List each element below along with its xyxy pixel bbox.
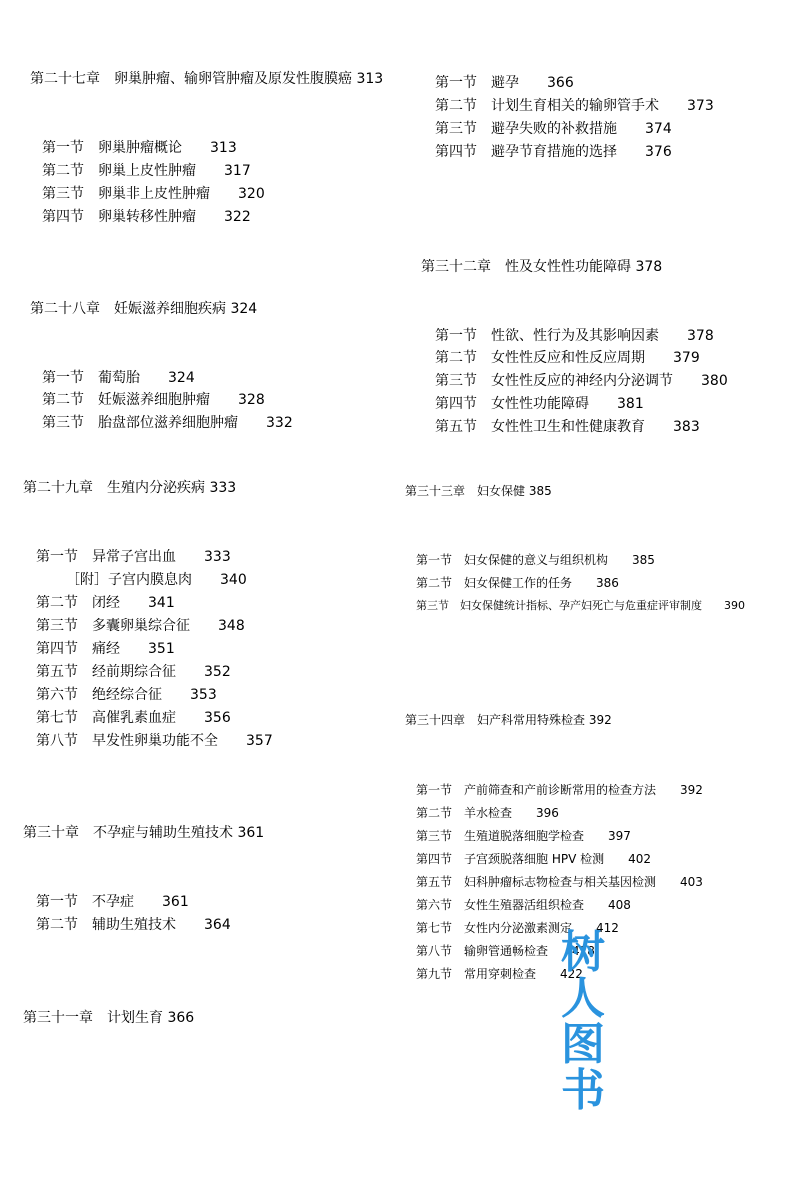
- toc-entry: 第六节 女性生殖器活组织检查 408: [416, 898, 631, 912]
- chapter-30-heading: 第三十章 不孕症与辅助生殖技术 361: [23, 825, 265, 841]
- toc-entry: 第一节 卵巢肿瘤概论 313: [42, 140, 237, 156]
- toc-entry: 第四节 子宫颈脱落细胞 HPV 检测 402: [416, 852, 652, 866]
- chapter-31-heading: 第三十一章 计划生育 366: [23, 1010, 195, 1026]
- toc-entry: 第五节 妇科肿瘤标志物检查与相关基因检测 403: [416, 875, 703, 889]
- watermark-stamp: 树人图书: [561, 927, 605, 1116]
- toc-entry: 第一节 葡萄胎 324: [42, 370, 195, 386]
- toc-entry: 第八节 输卵管通畅检查 418: [416, 944, 595, 958]
- chapter-33-heading: 第三十三章 妇女保健 385: [405, 484, 552, 498]
- toc-entry: 第二节 妊娠滋养细胞肿瘤 328: [42, 392, 265, 408]
- toc-entry: 第三节 卵巢非上皮性肿瘤 320: [42, 186, 265, 202]
- toc-entry: 第三节 生殖道脱落细胞学检查 397: [416, 829, 631, 843]
- toc-entry: 第二节 妇女保健工作的任务 386: [416, 576, 619, 590]
- toc-entry: 第一节 异常子宫出血 333: [36, 549, 231, 565]
- toc-entry: 第五节 经前期综合征 352: [36, 664, 231, 680]
- toc-entry: 第二节 女性性反应和性反应周期 379: [435, 350, 700, 366]
- toc-entry: 第三节 女性性反应的神经内分泌调节 380: [435, 373, 728, 389]
- toc-entry: 第四节 避孕节育措施的选择 376: [435, 144, 672, 160]
- toc-entry: 第四节 女性性功能障碍 381: [435, 396, 644, 412]
- toc-entry: 第三节 妇女保健统计指标、孕产妇死亡与危重症评审制度 390: [416, 599, 745, 612]
- toc-entry: 第一节 产前筛查和产前诊断常用的检查方法 392: [416, 783, 703, 797]
- toc-entry: 第五节 女性性卫生和性健康教育 383: [435, 419, 700, 435]
- toc-entry: 第四节 痛经 351: [36, 641, 175, 657]
- toc-entry: 第七节 高催乳素血症 356: [36, 710, 231, 726]
- toc-entry: 第三节 胎盘部位滋养细胞肿瘤 332: [42, 415, 293, 431]
- toc-entry: 第一节 不孕症 361: [36, 894, 189, 910]
- toc-entry: 第四节 卵巢转移性肿瘤 322: [42, 209, 251, 225]
- toc-entry: 第二节 计划生育相关的输卵管手术 373: [435, 98, 714, 114]
- toc-entry: 第九节 常用穿刺检查 422: [416, 967, 583, 981]
- toc-entry: 第六节 绝经综合征 353: [36, 687, 217, 703]
- chapter-34-heading: 第三十四章 妇产科常用特殊检查 392: [405, 713, 612, 727]
- toc-entry: 第一节 妇女保健的意义与组织机构 385: [416, 553, 655, 567]
- toc-entry: 第八节 早发性卵巢功能不全 357: [36, 733, 273, 749]
- chapter-28-heading: 第二十八章 妊娠滋养细胞疾病 324: [30, 301, 258, 317]
- chapter-27-heading: 第二十七章 卵巢肿瘤、输卵管肿瘤及原发性腹膜癌 313: [30, 71, 384, 87]
- toc-entry-appendix: ［附］子宫内膜息肉 340: [66, 572, 247, 588]
- toc-entry: 第二节 羊水检查 396: [416, 806, 559, 820]
- toc-entry: 第三节 避孕失败的补救措施 374: [435, 121, 672, 137]
- toc-entry: 第一节 避孕 366: [435, 75, 574, 91]
- toc-entry: 第一节 性欲、性行为及其影响因素 378: [435, 328, 714, 344]
- toc-entry: 第二节 卵巢上皮性肿瘤 317: [42, 163, 251, 179]
- chapter-32-heading: 第三十二章 性及女性性功能障碍 378: [421, 259, 663, 275]
- toc-entry: 第二节 辅助生殖技术 364: [36, 917, 231, 933]
- toc-entry: 第二节 闭经 341: [36, 595, 175, 611]
- toc-entry: 第三节 多囊卵巢综合征 348: [36, 618, 245, 634]
- toc-entry: 第七节 女性内分泌激素测定 412: [416, 921, 619, 935]
- chapter-29-heading: 第二十九章 生殖内分泌疾病 333: [23, 480, 237, 496]
